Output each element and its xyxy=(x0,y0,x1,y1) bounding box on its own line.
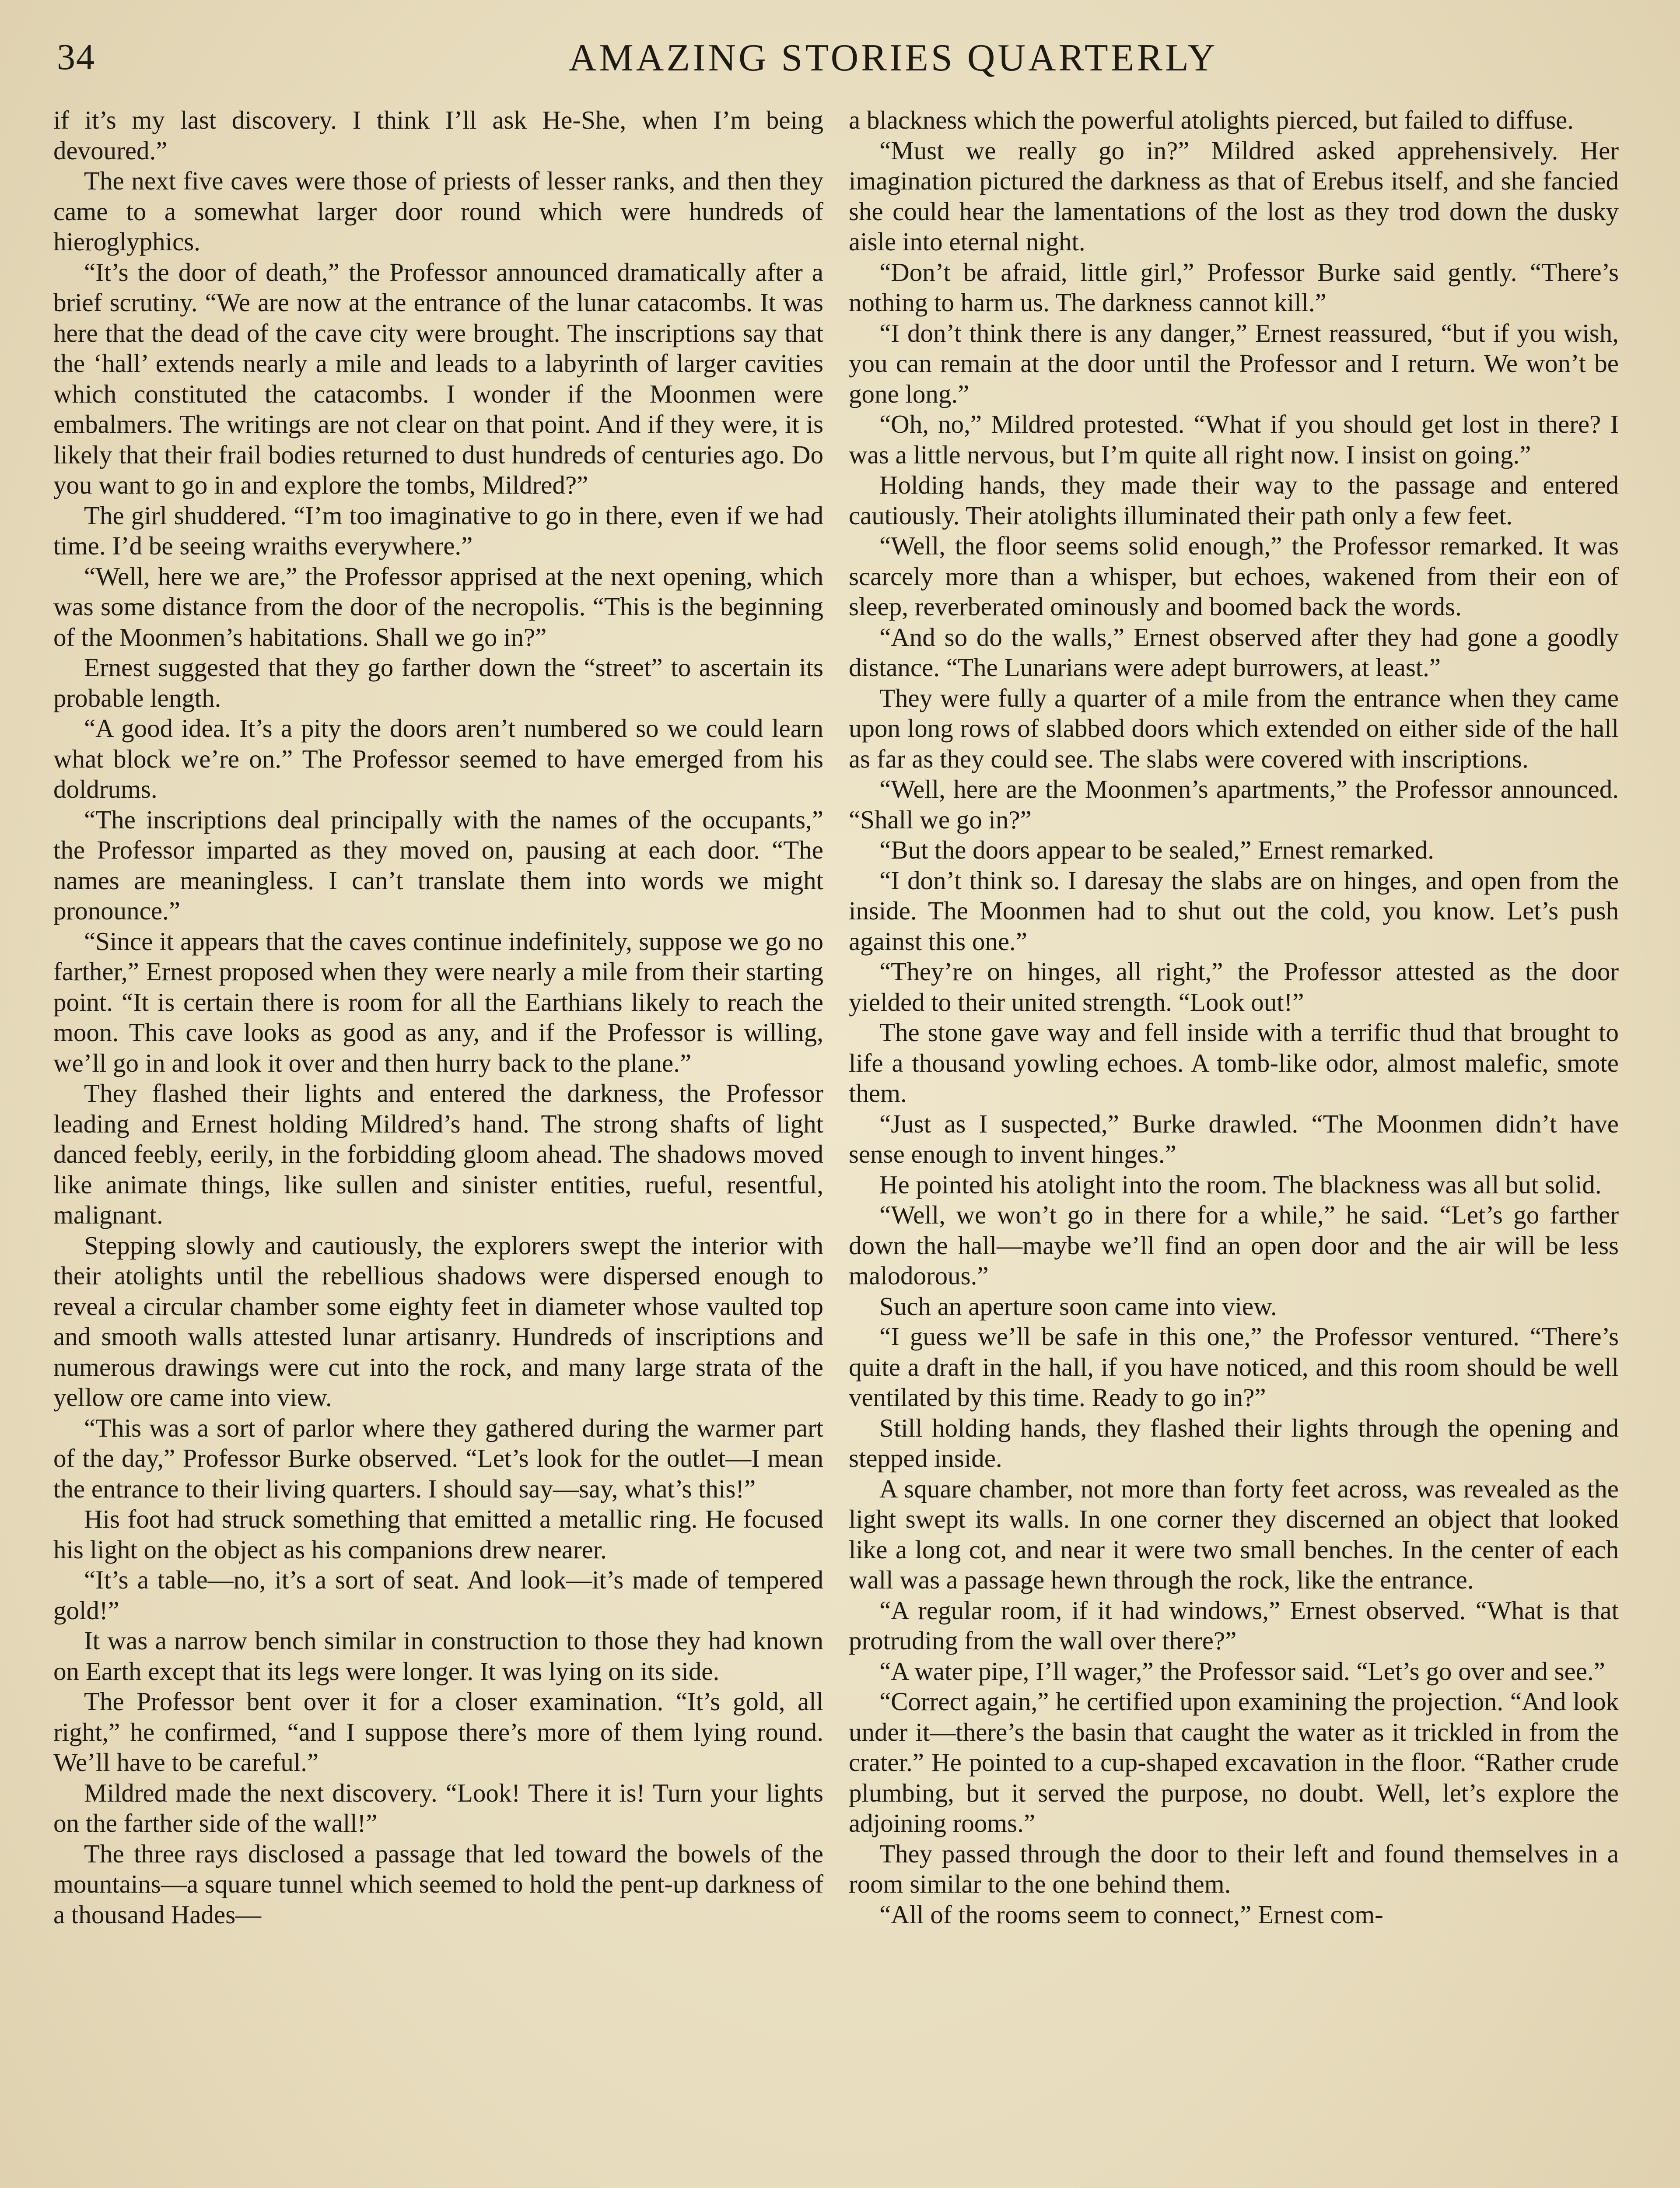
paragraph: “It’s the door of death,” the Professor announced dramatically after a brief scrutiny. “We are now at the entrance of the lunar catacombs. It was here that the dead of the cave city were brought. The inscriptions say that the ‘hall’ extends nearly a mile and leads to a labyrinth of larger cavities which constituted the catacombs. I wonder if the Moonmen were embalmers. The writings are not clear on that point. And if they were, it is likely that their frail bodies returned to dust hundreds of centuries ago. Do you want to go in and explore the tombs, Mildred?” xyxy=(53,257,823,499)
paragraph: “Well, we won’t go in there for a while,” he said. “Let’s go farther down the hall—maybe we’ll find an open door and the air will be less malodorous.” xyxy=(849,1200,1619,1290)
paragraph: The Professor bent over it for a closer examination. “It’s gold, all right,” he confirmed, “and I suppose there’s more of them lying round. We’ll have to be careful.” xyxy=(53,1687,823,1777)
paragraph: They were fully a quarter of a mile from the entrance when they came upon long rows of slabbed doors which extended on either side of the hall as far as they could see. The slabs were covered with inscriptions. xyxy=(849,683,1619,773)
paragraph: Holding hands, they made their way to the passage and entered cautiously. Their atolights illuminated their path only a few feet. xyxy=(849,470,1619,530)
paragraph: “They’re on hinges, all right,” the Professor attested as the door yielded to their united strength. “Look out!” xyxy=(849,957,1619,1017)
paragraph: Still holding hands, they flashed their lights through the opening and stepped inside. xyxy=(849,1413,1619,1473)
paragraph: The three rays disclosed a passage that led toward the bowels of the mountains—a square tunnel which seemed to hold the pent-up darkness of a thousand Hades— xyxy=(53,1839,823,1929)
right-text-column xyxy=(849,105,1619,2188)
paragraph: “And so do the walls,” Ernest observed after they had gone a goodly distance. “The Lunarians were adept burrowers, at least.” xyxy=(849,622,1619,682)
paragraph: “It’s a table—no, it’s a sort of seat. And look—it’s made of tempered gold!” xyxy=(53,1565,823,1625)
paragraph: “Just as I suspected,” Burke drawled. “The Moonmen didn’t have sense enough to invent hinges.” xyxy=(849,1109,1619,1168)
paragraph: “This was a sort of parlor where they gathered during the warmer part of the day,” Professor Burke observed. “Let’s look for the outlet—I mean the entrance to their living quarters. I should say—say, what’s this!” xyxy=(53,1413,823,1503)
paragraph: “Well, the floor seems solid enough,” the Professor remarked. It was scarcely more than a whisper, but echoes, wakened from their eon of sleep, reverberated ominously and boomed back the words. xyxy=(849,531,1619,621)
left-text-column xyxy=(53,105,823,2188)
paragraph: The next five caves were those of priests of lesser ranks, and then they came to a somewhat larger door round which were hundreds of hieroglyphics. xyxy=(53,166,823,256)
paragraph: Such an aperture soon came into view. xyxy=(879,1291,1277,1321)
paragraph: “Since it appears that the caves continue indefinitely, suppose we go no farther,” Ernest proposed when they were nearly a mile from their starting point. “It is certain there is room for all the Earthians likely to reach the moon. This cave looks as good as any, and if the Professor is willing, we’ll go in and look it over and then hurry back to the plane.” xyxy=(53,926,823,1077)
paragraph: a blackness which the powerful atolights pierced, but failed to diffuse. xyxy=(849,105,1574,134)
paragraph: The stone gave way and fell inside with a terrific thud that brought to life a thousand yowling echoes. A tomb-like odor, almost malefic, smote them. xyxy=(849,1018,1619,1108)
paragraph: “Correct again,” he certified upon examining the projection. “And look under it—there’s the basin that caught the water as it trickled in from the crater.” He pointed to a cup-shaped excavation in the floor. “Rather crude plumbing, but it served the purpose, no doubt. Well, let’s explore the adjoining rooms.” xyxy=(849,1687,1619,1837)
paragraph: “Must we really go in?” Mildred asked apprehensively. Her imagination pictured the darkness as that of Erebus itself, and she fancied she could hear the lamentations of the lost as they trod down the dusky aisle into eternal night. xyxy=(849,136,1619,256)
paragraph: “A water pipe, I’ll wager,” the Professor said. “Let’s go over and see.” xyxy=(879,1656,1605,1686)
running-title: AMAZING STORIES QUARTERLY xyxy=(569,37,1218,79)
paragraph: if it’s my last discovery. I think I’ll ask He-She, when I’m being devoured.” xyxy=(53,105,823,165)
page-header xyxy=(52,31,1645,92)
paragraph: He pointed his atolight into the room. The blackness was all but solid. xyxy=(879,1170,1602,1199)
paragraph: A square chamber, not more than forty feet across, was revealed as the light swept its walls. In one corner they discerned an object that looked like a long cot, and near it were two small benches. In the center of each wall was a passage hewn through the rock, like the entrance. xyxy=(849,1474,1619,1594)
paragraph: “But the doors appear to be sealed,” Ernest remarked. xyxy=(879,835,1434,864)
paragraph: “Oh, no,” Mildred protested. “What if you should get lost in there? I was a little nervous, but I’m quite all right now. I insist on going.” xyxy=(849,410,1619,469)
paragraph: “Well, here we are,” the Professor apprised at the next opening, which was some distance from the door of the necropolis. “This is the beginning of the Moonmen’s habitations. Shall we go in?” xyxy=(53,561,823,652)
paragraph: Mildred made the next discovery. “Look! There it is! Turn your lights on the farther side of the wall!” xyxy=(53,1778,823,1837)
paragraph: “I guess we’ll be safe in this one,” the Professor ventured. “There’s quite a draft in the hall, if you have noticed, and this room should be well ventilated by this time. Ready to go in?” xyxy=(849,1322,1619,1412)
paragraph: “I don’t think so. I daresay the slabs are on hinges, and open from the inside. The Moonmen had to shut out the cold, you know. Let’s push against this one.” xyxy=(849,866,1619,956)
paragraph: They flashed their lights and entered the darkness, the Professor leading and Ernest holding Mildred’s hand. The strong shafts of light danced feebly, eerily, in the forbidding gloom ahead. The shadows moved like animate things, like sullen and sinister entities, rueful, resentful, malignant. xyxy=(53,1079,823,1229)
paragraph: “Don’t be afraid, little girl,” Professor Burke said gently. “There’s nothing to harm us. The darkness cannot kill.” xyxy=(849,257,1619,317)
paragraph: They passed through the door to their left and found themselves in a room similar to the one behind them. xyxy=(849,1839,1619,1898)
page-number: 34 xyxy=(57,37,95,77)
paragraph: The girl shuddered. “I’m too imaginative to go in there, even if we had time. I’d be seeing wraiths everywhere.” xyxy=(53,501,823,560)
paragraph: His foot had struck something that emitted a metallic ring. He focused his light on the object as his companions drew nearer. xyxy=(53,1504,823,1564)
paragraph: “All of the rooms seem to connect,” Ernest com- xyxy=(879,1900,1383,1929)
paragraph: It was a narrow bench similar in construction to those they had known on Earth except that its legs were longer. It was lying on its side. xyxy=(53,1626,823,1686)
paragraph: “The inscriptions deal principally with the names of the occupants,” the Professor imparted as they moved on, pausing at each door. “The names are meaningless. I can’t translate them into words we might pronounce.” xyxy=(53,805,823,925)
paragraph: “I don’t think there is any danger,” Ernest reassured, “but if you wish, you can remain at the door until the Professor and I return. We won’t be gone long.” xyxy=(849,318,1619,408)
paragraph: “A regular room, if it had windows,” Ernest observed. “What is that protruding from the wall over there?” xyxy=(849,1595,1619,1655)
paragraph: Stepping slowly and cautiously, the explorers swept the interior with their atolights until the rebellious shadows were dispersed enough to reveal a circular chamber some eighty feet in diameter whose vaulted top and smooth walls attested lunar artisanry. Hundreds of inscriptions and numerous drawings were cut into the rock, and many large strata of the yellow ore came into view. xyxy=(53,1231,823,1412)
paragraph: “A good idea. It’s a pity the doors aren’t numbered so we could learn what block we’re on.” The Professor seemed to have emerged from his doldrums. xyxy=(53,714,823,803)
paragraph: “Well, here are the Moonmen’s apartments,” the Professor announced. “Shall we go in?” xyxy=(849,775,1619,834)
paragraph: Ernest suggested that they go farther down the “street” to ascertain its probable length. xyxy=(53,653,823,712)
